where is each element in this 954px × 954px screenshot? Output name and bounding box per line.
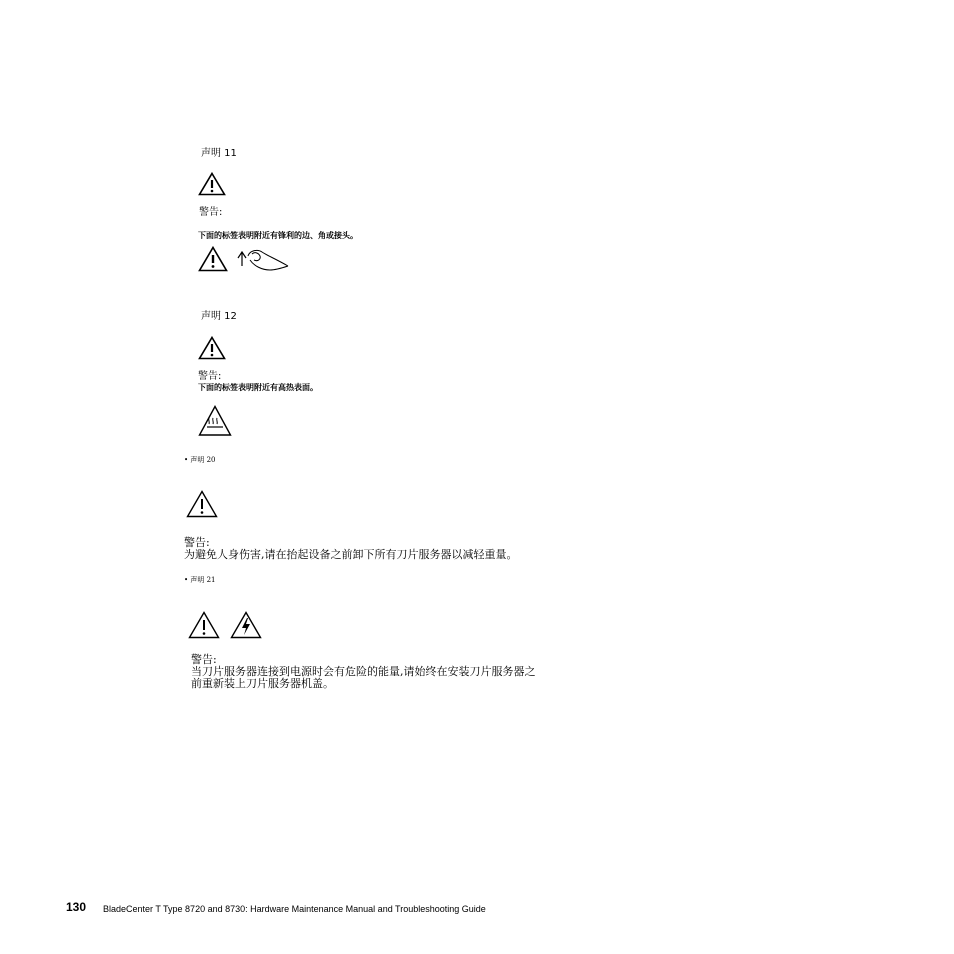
statement-21-heading-text: 声明 21 [190,576,216,584]
electrical-hazard-icon [230,611,262,639]
statement-20-heading-text: 声明 20 [190,456,216,464]
page-number: 130 [66,900,87,914]
statement-20-heading [184,455,216,465]
statement-11-heading: 声明 11 [201,148,237,159]
warning-triangle-icon [186,490,218,518]
bullet: • [184,456,189,464]
statement-12-text: 下面的标签表明附近有高热表面。 [198,383,318,392]
statement-11-caution-label: 警告: [199,207,223,218]
hot-surface-icon [198,405,232,437]
sharp-edge-hand-icon [232,244,290,274]
statement-20-caution-label: 警告: [184,536,210,549]
statement-20-text: 为避免人身伤害,请在抬起设备之前卸下所有刀片服务器以减轻重量。 [184,548,518,561]
warning-triangle-icon [188,611,220,639]
statement-12-heading: 声明 12 [201,311,237,322]
bullet: • [184,576,189,584]
footer-title: BladeCenter T Type 8720 and 8730: Hardware Maintenance Manual and Troubleshooting Guide [103,904,486,914]
statement-21-text-line-2: 前重新装上刀片服务器机盖。 [191,677,334,690]
warning-triangle-icon [198,336,226,360]
statement-21-heading [184,575,216,585]
warning-triangle-icon [198,246,228,272]
statement-21-caution-label: 警告: [191,653,217,666]
warning-triangle-icon [198,172,226,196]
statement-21-text-line-1: 当刀片服务器连接到电源时会有危险的能量,请始终在安装刀片服务器之 [191,665,536,678]
statement-11-text: 下面的标签表明附近有锋利的边、角或接头。 [198,231,358,240]
statement-12-caution-label: 警告: [198,371,222,382]
